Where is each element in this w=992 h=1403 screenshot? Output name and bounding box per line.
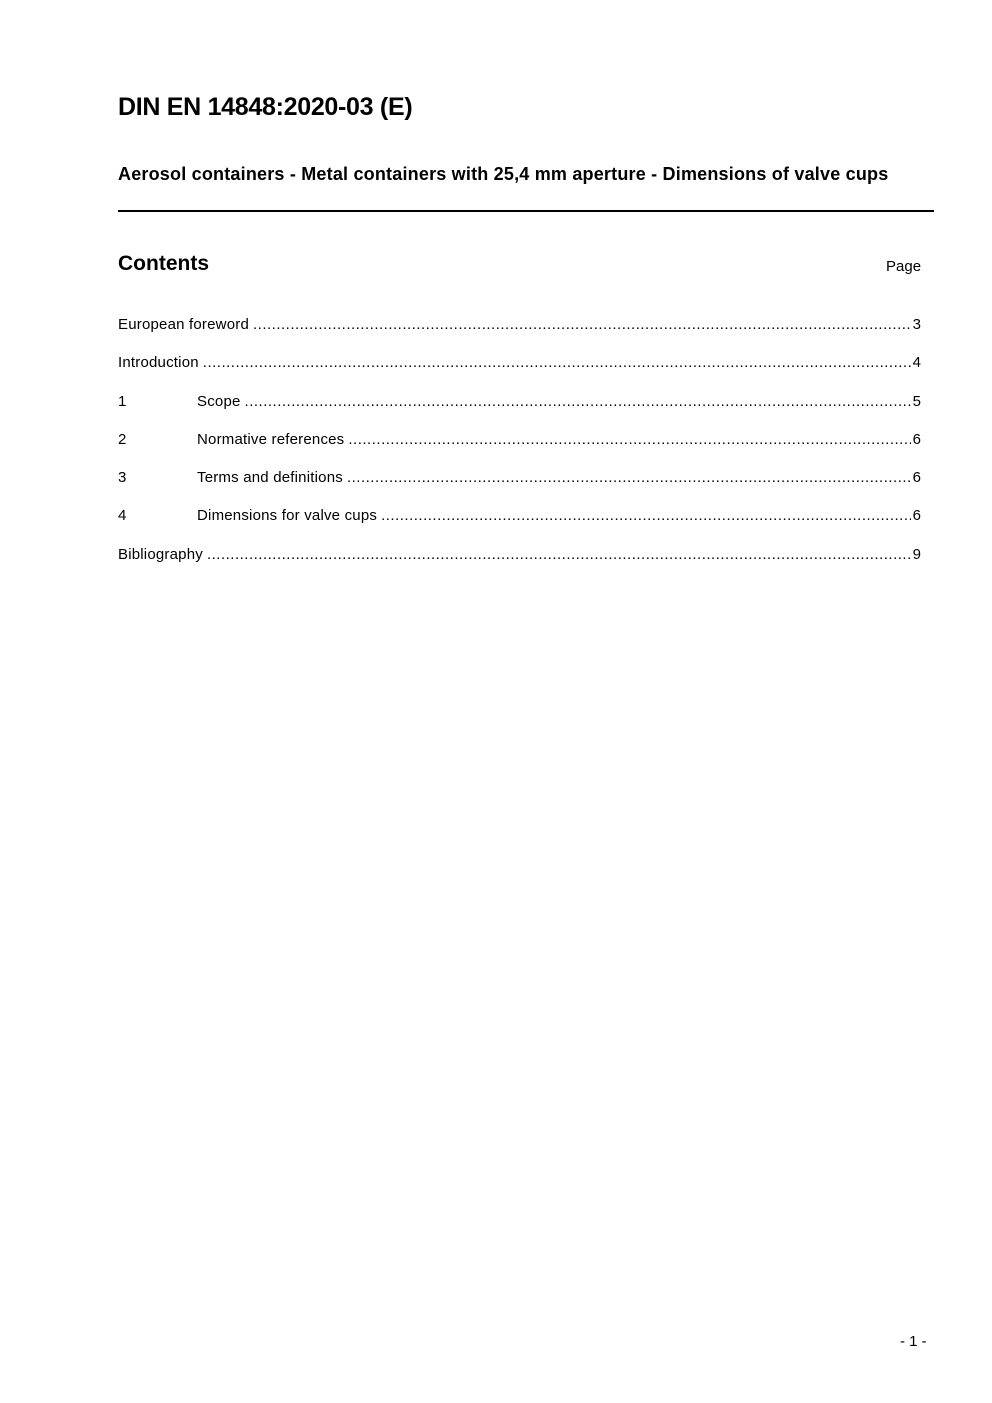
toc-entry-page: 6 bbox=[912, 507, 921, 525]
toc-entry-scope[interactable] bbox=[118, 392, 921, 430]
page-column-label: Page bbox=[886, 258, 922, 275]
toc-entry-number: 4 bbox=[118, 507, 127, 525]
toc-entry-bibliography[interactable] bbox=[118, 545, 921, 583]
contents-heading: Contents bbox=[118, 252, 209, 275]
toc-entry-number: 3 bbox=[118, 469, 127, 487]
table-of-contents bbox=[118, 315, 921, 583]
toc-dot-leader bbox=[381, 506, 911, 526]
toc-entry-page: 3 bbox=[912, 316, 921, 333]
title-divider bbox=[118, 210, 934, 212]
toc-entry-introduction[interactable] bbox=[118, 353, 921, 391]
toc-entry-page: 6 bbox=[912, 469, 921, 487]
footer-page-number: - 1 - bbox=[900, 1333, 927, 1350]
toc-entry-label: Bibliography bbox=[118, 545, 203, 563]
toc-entry-number: 2 bbox=[118, 430, 127, 448]
toc-dot-leader bbox=[348, 430, 910, 450]
toc-dot-leader bbox=[347, 468, 911, 488]
toc-entry-page: 5 bbox=[912, 392, 921, 410]
toc-entry-label: European foreword bbox=[118, 316, 249, 333]
toc-entry-dimensions-for-valve-cups[interactable] bbox=[118, 506, 921, 544]
toc-entry-page: 6 bbox=[912, 430, 921, 448]
toc-entry-european-foreword[interactable] bbox=[118, 315, 921, 353]
toc-entry-page: 9 bbox=[912, 545, 921, 563]
document-title: Aerosol containers - Metal containers with 25,4 mm aperture - Dimensions of valve cups bbox=[118, 164, 889, 184]
toc-dot-leader bbox=[253, 315, 911, 335]
toc-entry-label: Normative references bbox=[197, 430, 345, 448]
toc-entry-label: Terms and definitions bbox=[197, 469, 343, 487]
toc-entry-label: Dimensions for valve cups bbox=[197, 507, 378, 525]
toc-entry-normative-references[interactable] bbox=[118, 430, 921, 468]
toc-entry-number: 1 bbox=[118, 392, 127, 410]
toc-entry-label: Introduction bbox=[118, 354, 199, 372]
toc-entry-terms-and-definitions[interactable] bbox=[118, 468, 921, 506]
toc-dot-leader bbox=[203, 353, 911, 373]
toc-entry-label: Scope bbox=[197, 392, 241, 410]
toc-entry-page: 4 bbox=[912, 354, 921, 372]
toc-dot-leader bbox=[245, 392, 911, 412]
toc-dot-leader bbox=[207, 545, 911, 565]
document-identifier: DIN EN 14848:2020-03 (E) bbox=[118, 93, 413, 121]
